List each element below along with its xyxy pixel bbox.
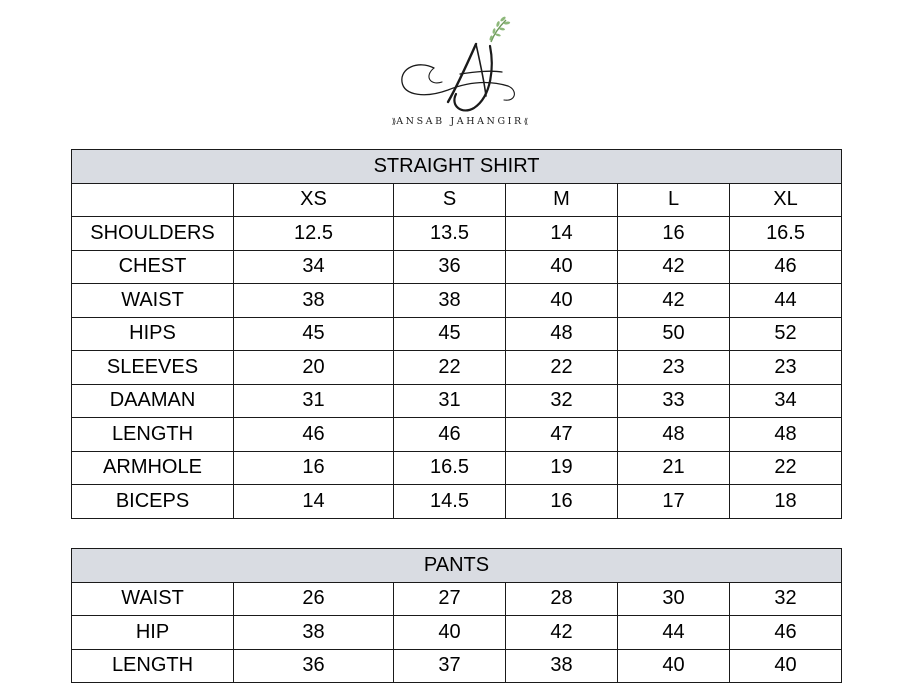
measurement-value: 14 [506,217,618,251]
measurement-value: 20 [234,351,394,385]
measurement-label: LENGTH [72,649,234,683]
measurement-value: 23 [730,351,842,385]
measurement-value: 37 [394,649,506,683]
measurement-value: 40 [506,250,618,284]
measurement-value: 13.5 [394,217,506,251]
pants-rows [72,582,842,683]
measurement-value: 46 [234,418,394,452]
measurement-value: 26 [234,582,394,616]
measurement-label: SLEEVES [72,351,234,385]
measurement-label: WAIST [72,284,234,318]
ornament-left-icon: ⟫ [391,117,397,126]
pants-size-table [71,548,842,683]
measurement-value: 27 [394,582,506,616]
measurement-value: 46 [394,418,506,452]
table-row [72,616,842,650]
measurement-value: 14.5 [394,485,506,519]
measurement-value: 48 [730,418,842,452]
measurement-value: 47 [506,418,618,452]
measurement-label: HIPS [72,317,234,351]
table-row [72,317,842,351]
table-row [72,384,842,418]
measurement-value: 12.5 [234,217,394,251]
measurement-value: 34 [730,384,842,418]
measurement-label: BICEPS [72,485,234,519]
measurement-label: LENGTH [72,418,234,452]
measurement-value: 38 [234,616,394,650]
corner-cell [72,183,234,217]
size-header: S [394,183,506,217]
ornament-right-icon: ⟪ [523,117,529,126]
shirt-rows [72,217,842,519]
size-header: L [618,183,730,217]
table-row [72,351,842,385]
measurement-value: 17 [618,485,730,519]
measurement-value: 45 [234,317,394,351]
measurement-value: 18 [730,485,842,519]
measurement-value: 50 [618,317,730,351]
measurement-label: SHOULDERS [72,217,234,251]
measurement-value: 31 [394,384,506,418]
measurement-value: 30 [618,582,730,616]
measurement-value: 46 [730,250,842,284]
table-row [72,217,842,251]
measurement-label: WAIST [72,582,234,616]
measurement-value: 42 [506,616,618,650]
table-row [72,451,842,485]
size-header: M [506,183,618,217]
straight-shirt-size-table [71,149,842,519]
measurement-label: HIP [72,616,234,650]
measurement-value: 44 [618,616,730,650]
table-title: PANTS [72,549,842,583]
measurement-value: 22 [394,351,506,385]
measurement-value: 46 [730,616,842,650]
measurement-value: 45 [394,317,506,351]
measurement-value: 48 [618,418,730,452]
measurement-value: 16 [618,217,730,251]
table-row [72,582,842,616]
measurement-value: 52 [730,317,842,351]
brand-wordmark [360,116,560,127]
monogram-logo-icon [390,10,530,115]
measurement-value: 38 [394,284,506,318]
measurement-value: 16.5 [394,451,506,485]
measurement-value: 14 [234,485,394,519]
brand-name: ANSAB JAHANGIR [396,116,524,127]
table-row [72,284,842,318]
table-title: STRAIGHT SHIRT [72,150,842,184]
measurement-value: 16 [506,485,618,519]
measurement-value: 33 [618,384,730,418]
measurement-value: 42 [618,284,730,318]
measurement-value: 19 [506,451,618,485]
measurement-value: 40 [394,616,506,650]
measurement-value: 22 [730,451,842,485]
measurement-value: 40 [618,649,730,683]
measurement-label: DAAMAN [72,384,234,418]
measurement-value: 28 [506,582,618,616]
measurement-value: 32 [730,582,842,616]
table-row [72,649,842,683]
measurement-label: CHEST [72,250,234,284]
measurement-value: 44 [730,284,842,318]
measurement-value: 34 [234,250,394,284]
size-header: XL [730,183,842,217]
measurement-value: 36 [234,649,394,683]
measurement-value: 42 [618,250,730,284]
table-row [72,485,842,519]
measurement-value: 36 [394,250,506,284]
measurement-value: 16.5 [730,217,842,251]
measurement-value: 32 [506,384,618,418]
measurement-value: 23 [618,351,730,385]
measurement-value: 16 [234,451,394,485]
measurement-value: 22 [506,351,618,385]
measurement-value: 40 [506,284,618,318]
table-row [72,250,842,284]
measurement-value: 38 [506,649,618,683]
size-header: XS [234,183,394,217]
measurement-value: 40 [730,649,842,683]
measurement-value: 48 [506,317,618,351]
measurement-value: 31 [234,384,394,418]
measurement-value: 38 [234,284,394,318]
table-row [72,418,842,452]
measurement-label: ARMHOLE [72,451,234,485]
measurement-value: 21 [618,451,730,485]
brand-logo [360,10,560,135]
